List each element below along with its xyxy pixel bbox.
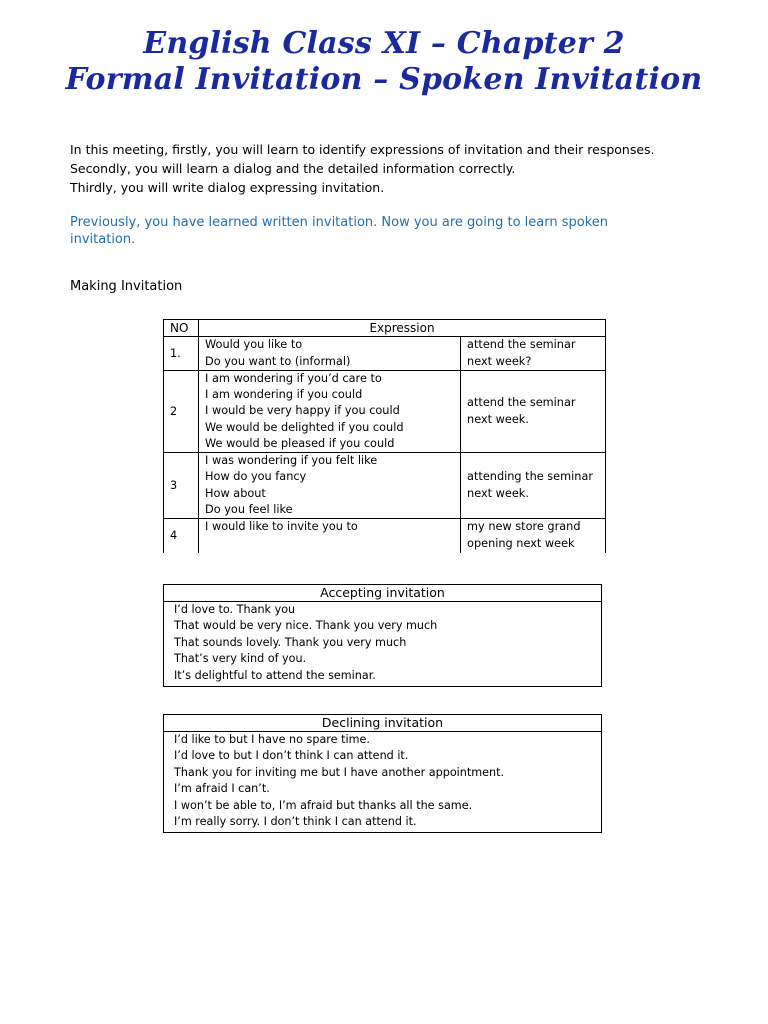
expression-line: Would you like to xyxy=(205,338,303,352)
list-item: I’d like to but I have no spare time. xyxy=(174,733,370,746)
expression-line: We would be delighted if you could xyxy=(205,420,404,434)
list-item: I’m afraid I can’t. xyxy=(174,782,270,796)
list-item: That would be very nice. Thank you very much xyxy=(174,619,438,633)
expression-line: I am wondering if you’d care to xyxy=(205,372,382,385)
page-subtitle: Formal Invitation – Spoken Invitation xyxy=(65,62,703,97)
intro-paragraph: Secondly, you will learn a dialog and the detailed information correctly. xyxy=(70,161,516,176)
row-object: attending the seminar next week. xyxy=(461,453,606,519)
declining-invitation-box xyxy=(163,714,602,833)
expression-line: We would be pleased if you could xyxy=(205,436,395,450)
row-expressions xyxy=(199,519,461,553)
expression-line: How about xyxy=(205,486,266,500)
header-no: NO xyxy=(164,320,199,337)
row-expressions xyxy=(199,453,461,519)
accepting-invitation-list xyxy=(164,602,601,686)
intro-text xyxy=(70,140,710,197)
row-number: 2 xyxy=(164,371,199,453)
row-number: 1. xyxy=(164,337,199,371)
table-row xyxy=(164,453,606,519)
table-row xyxy=(164,337,606,371)
list-item: That sounds lovely. Thank you very much xyxy=(174,635,407,649)
expression-line: I would like to invite you to xyxy=(205,520,358,534)
list-item: I’d love to. Thank you xyxy=(174,603,296,616)
intro-paragraph: Thirdly, you will write dialog expressing invitation. xyxy=(70,180,385,195)
row-expressions xyxy=(199,337,461,371)
page-title: English Class XI – Chapter 2 xyxy=(143,26,625,61)
declining-invitation-list xyxy=(164,732,601,832)
accepting-invitation-box xyxy=(163,584,602,687)
list-item: It’s delightful to attend the seminar. xyxy=(174,668,376,682)
table-header-row xyxy=(164,320,606,337)
expression-line: I was wondering if you felt like xyxy=(205,454,378,468)
expression-line: I am wondering if you could xyxy=(205,388,363,402)
row-number: 3 xyxy=(164,453,199,519)
row-expressions xyxy=(199,371,461,453)
table-row xyxy=(164,519,606,553)
header-expression: Expression xyxy=(199,320,606,337)
list-item: I’d love to but I don’t think I can attend it. xyxy=(174,749,409,763)
accepting-invitation-title: Accepting invitation xyxy=(164,585,601,602)
row-object: attend the seminar next week. xyxy=(461,371,606,453)
table-row xyxy=(164,371,606,453)
row-object: my new store grand opening next week xyxy=(461,519,606,553)
list-item: That’s very kind of you. xyxy=(174,652,307,666)
list-item: I won’t be able to, I’m afraid but thanks all the same. xyxy=(174,798,473,812)
list-item: I’m really sorry. I don’t think I can attend it. xyxy=(174,815,417,829)
section-label-making-invitation: Making Invitation xyxy=(70,279,183,294)
list-item: Thank you for inviting me but I have another appointment. xyxy=(174,765,505,779)
row-number: 4 xyxy=(164,519,199,553)
row-object: attend the seminar next week? xyxy=(461,337,606,371)
making-invitation-table xyxy=(163,319,606,553)
expression-line: I would be very happy if you could xyxy=(205,404,400,418)
expression-line: Do you want to (informal) xyxy=(205,354,351,368)
intro-paragraph: In this meeting, firstly, you will learn to identify expressions of invitation and their responses. xyxy=(70,142,655,157)
highlight-note: Previously, you have learned written invitation. Now you are going to learn spoken invitation. xyxy=(70,215,608,247)
expression-line: Do you feel like xyxy=(205,502,293,516)
declining-invitation-title: Declining invitation xyxy=(164,715,601,732)
expression-line: How do you fancy xyxy=(205,470,307,484)
